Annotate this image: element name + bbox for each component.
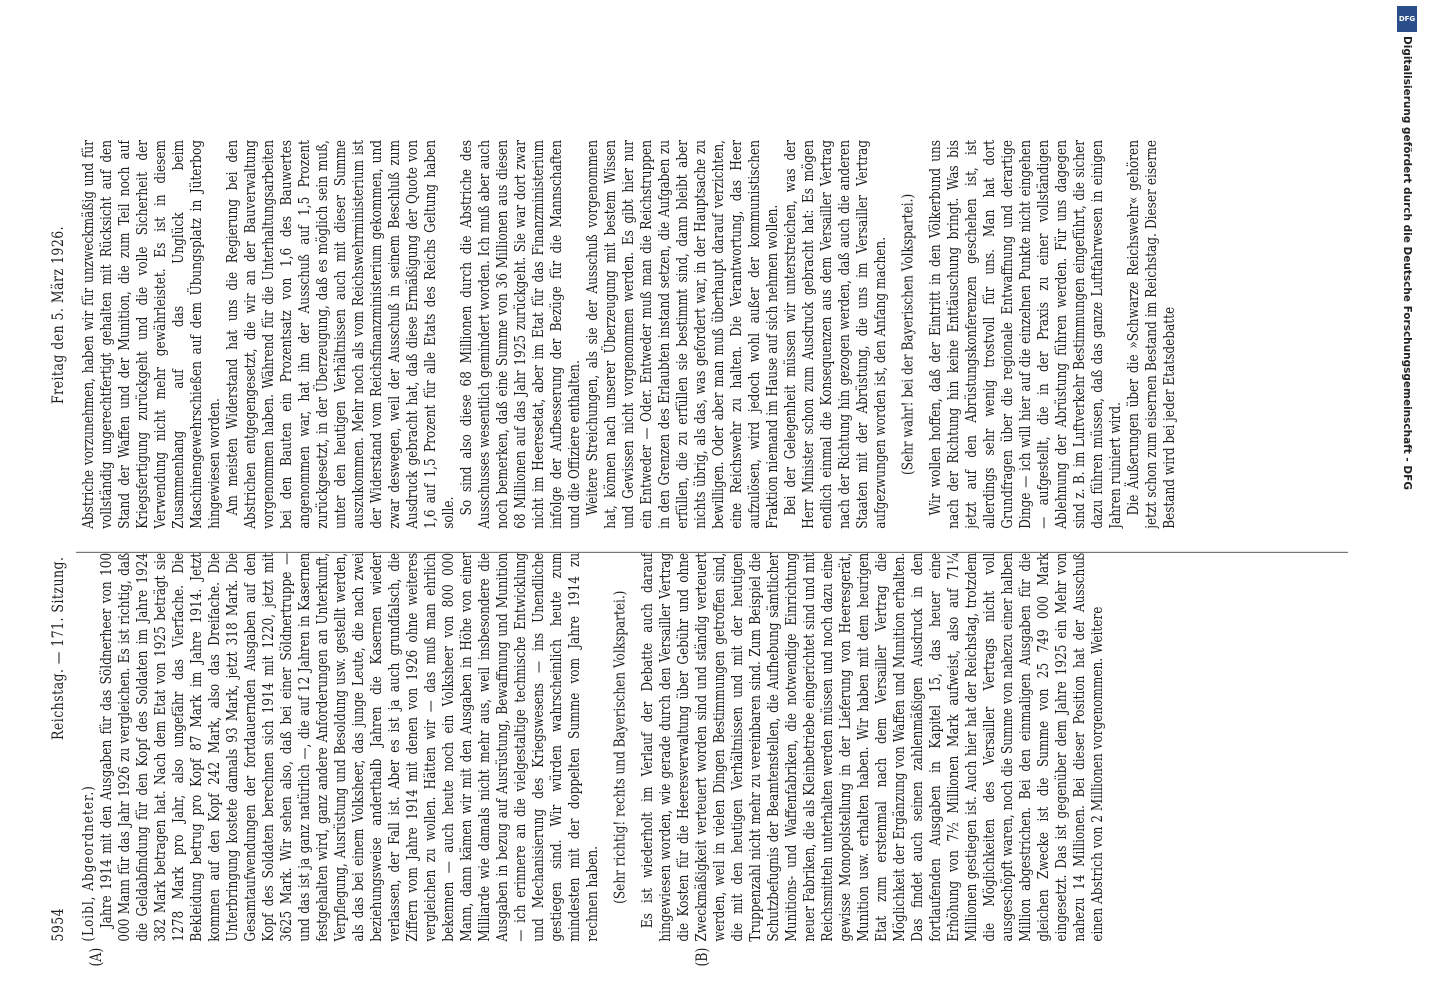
right-paragraph-4: Weitere Streichungen, als sie der Ausschuß vorgenommen hat, können nach unserer Überzeugung mit bestem Wissen und Gewissen nicht vorgenommen werden. Es gibt hier nur ein Entweder — Oder. Entweder muß man die Reichstruppen in den Grenzen des Erlaubten instand setzen, die Aufgaben zu erfüllen, die zu erfüllen sie bestimmt sind, dann bleibt aber nichts übrig, als das, was gefordert war, in der Hauptsache zu bewilligen. Oder aber man muß überhaupt darauf verzichten, eine Reichswehr zu halten. Die Verantwortung, das Heer aufzulösen, wird jedoch wohl außer der kommunistischen Fraktion niemand im Hause auf sich nehmen wollen. [582, 140, 781, 529]
margin-mark-b: (B) [694, 947, 712, 967]
right-paragraph-2: Am meisten Widerstand hat uns die Regierung bei den Abstrichen entgegengesetzt, die wir an der Bauverwaltung vorgenommen haben. Während für die Unterhaltungsarbeiten bei den Bauten ein Prozentsatz von 1,6 des Bauwertes angenommen war, hat ihn der Ausschuß auf 1,5 Prozent zurückgesetzt, in der Überzeugung, daß es möglich sein muß, unter den heutigen Verhältnissen auch mit dieser Summe auszukommen. Mehr noch als vom Reichswehrministerium ist der Widerstand vom Reichsfinanzministerium gekommen, und zwar deswegen, weil der Ausschuß in seinem Beschluß zum Ausdruck gebracht hat, daß diese Ermäßigung der Quote von 1,6 auf 1,5 Prozent für alle Etats des Reichs Geltung haben solle. [222, 140, 457, 529]
right-paragraph-3: So sind also diese 68 Millionen durch die Abstriche des Ausschusses wesentlich gemindert worden. Ich muß aber auch noch bemerken, daß eine Summe von 36 Millionen aus diesen 68 Millionen auf das Jahr 1925 zurückgeht. Sie war dort zwar nicht im Heeresetat, aber im Etat für das Finanzministerium infolge der Aufbesserung der Bezüge für die Mannschaften und die Offiziere enthalten. [456, 140, 583, 529]
left-paragraph-1: Jahre 1914 mit den Ausgaben für das Söldnerheer von 100 000 Mann für das Jahr 1926 zu vergleichen. Es ist richtig, daß die Geldabfindung für den Kopf des Soldaten im Jahre 1924 382 Mark betragen hat. Nach dem Etat von 1925 beträgt sie 1278 Mark pro Jahr, also ungefähr das Vierfache. Die Bekleidung betrug pro Kopf 87 Mark im Jahre 1914. Jetzt kommen auf den Kopf 242 Mark, also das Dreifache. Die Unterbringung kostete damals 93 Mark, jetzt 318 Mark. Die Gesamtaufwendungen der fortdauernden Ausgaben auf den Kopf des Soldaten berechnen sich 1914 mit 1220, jetzt mit 3625 Mark. Wir sehen also, daß bei einer Söldnertruppe — und das ist ja ganz natürlich —, die auf 12 Jahren in Kasernen festgehalten wird, ganz andere Anforderungen an Unterkunft, Verpflegung, Ausrüstung und Besoldung usw. gestellt werden, als das bei einem Volksheer, das junge Leute, die nach zwei beziehungsweise anderthalb Jahren die Kasernen wieder verlassen, der Fall ist. Aber es ist ja auch grundfalsch, die Ziffern vom Jahre 1914 mit denen von 1926 ohne weiteres vergleichen zu wollen. Hätten wir — das muß man ehrlich bekennen — auch heute noch ein Volksheer von 800 000 Mann, dann kämen wir mit den Ausgaben in Höhe von einer Milliarde wie damals nicht mehr aus, weil insbesondere die Ausgaben in bezug auf Ausrüstung, Bewaffnung und Munition — ich erinnere an die vielgestaltige technische Entwicklung und Mechanisierung des Kriegswesens — ins Unendliche gestiegen sind. Wir würden wahrscheinlich heute zum mindesten mit der doppelten Summe vom Jahre 1914 zu rechnen haben. [96, 552, 601, 942]
rotated-page [40, 20, 1360, 980]
session-date: Freitag den 5. März 1926. [49, 225, 68, 404]
right-paragraph-5: Bei der Gelegenheit müssen wir unterstreichen, was der Herr Minister schon zum Ausdruck gebracht hat: Es mögen endlich einmal die Konsequenzen aus dem Versailler Vertrag nach der Richtung hin gezogen werden, daß auch die anderen Staaten mit der Abrüstung, die uns im Versailler Vertrag aufgezwungen worden ist, den Anfang machen. [780, 140, 889, 529]
right-paragraph-7: Die Äußerungen über die »Schwarze Reichswehr« gehören jetzt schon zum eisernen Bestand im Reichstag. Dieser eiserne Bestand wird bei jeder Etatsdebatte [1123, 140, 1178, 529]
left-column [78, 553, 1362, 942]
right-interjection: (Sehr wahr! bei der Bayerischen Volkspartei.) [898, 193, 917, 476]
left-interjection: (Sehr richtig! rechts und Bayerischen Volkspartei.) [610, 590, 628, 904]
digitization-credit: Digitalisierung gefördert durch die Deutsche Forschungsgemeinschaft - DFG [1401, 36, 1413, 490]
session-title: Reichstag. — 171. Sitzung. [49, 556, 68, 740]
column-divider [76, 552, 1348, 553]
dfg-logo: DFG [1397, 6, 1417, 32]
side-credit-strip [1386, 0, 1434, 1000]
page-header [50, 49, 72, 942]
margin-mark-a: (A) [88, 947, 106, 967]
right-column [78, 140, 1362, 529]
right-paragraph-6: Wir wollen hoffen, daß der Eintritt in den Völkerbund uns nach der Richtung hin keine Enttäuschung bringt. Was bis jetzt auf den Abrüstungskonferenzen geschehen ist, ist allerdings sehr wenig trostvoll für uns. Man hat dort Grundfragen über die regionale Entwaffnung und derartige Dinge — ich will hier auf die einzelnen Punkte nicht eingehen — aufgestellt, die in der Praxis zu einer vollständigen Ablehnung der Abrüstung führen werden. Für uns dagegen sind z. B. im Luftverkehr Bestimmungen eingeführt, die sicher dazu führen müssen, daß das ganze Luftfahrwesen in einigen Jahren ruiniert wird. [925, 140, 1124, 529]
speaker-line: (Loibl, Abgeordneter.) [78, 785, 97, 942]
page-number: 5954 [49, 907, 68, 942]
document-sheet [40, 20, 1360, 980]
right-paragraph-1: Abstriche vorzunehmen, haben wir für unzweckmäßig und für vollständig ungerechtfertigt gehalten mit Rücksicht auf den Stand der Waffen und der Munition, die zum Teil noch auf Kriegsfertigung zurückgeht und die volle Sicherheit der Verwendung nicht mehr gewährleistet. Es ist in diesem Zusammenhang auf das Unglück beim Maschinengewehrschießen auf dem Übungsplatz in Jüterbog hingewiesen worden. [78, 140, 223, 529]
left-paragraph-2: Es ist wiederholt im Verlauf der Debatte auch darauf hingewiesen worden, wie gerade durch den Versailler Vertrag die Kosten für die Heeresverwaltung über Gebühr und ohne Zweckmäßigkeit verteuert worden sind und ständig verteuert werden, weil in vielen Dingen Bestimmungen getroffen sind, die mit den heutigen Verhältnissen und mit der heutigen Truppenzahl nicht mehr zu vereinbaren sind. Zum Beispiel die Schutzbefugnis der Beamtenstellen, die Aufhebung sämtlicher Munitions- und Waffenfabriken, die notwendige Einrichtung neuer Fabriken, die als Kleinbetriebe eingerichtet sind und mit Reichsmitteln unterhalten werden müssen und noch dazu eine gewisse Monopolstellung in der Lieferung von Heeresgerät, Munition usw. erhalten haben. Wir haben mit dem heurigen Etat zum erstenmal nach dem Versailler Vertrag die Möglichkeit der Ergänzung von Waffen und Munition erhalten. Das findet auch seinen zahlenmäßigen Ausdruck in den fortlaufenden Ausgaben in Kapitel 15, das heuer eine Erhöhung von 7½ Millionen Mark aufweist, also auf 71¼ Millionen gestiegen ist. Auch hier hat der Reichstag, trotzdem die Möglichkeiten des Versailler Vertrags nicht voll ausgeschöpft waren, noch die Summe von nahezu einer halben Million abgestrichen. Bei den einmaligen Ausgaben für die gleichen Zwecke ist die Summe von 25 749 000 Mark eingesetzt. Das ist gegenüber dem Jahre 1925 ein Mehr von nahezu 14 Millionen. Bei dieser Position hat der Ausschuß einen Abstrich von 2 Millionen vorgenommen. Weitere [637, 552, 1106, 942]
